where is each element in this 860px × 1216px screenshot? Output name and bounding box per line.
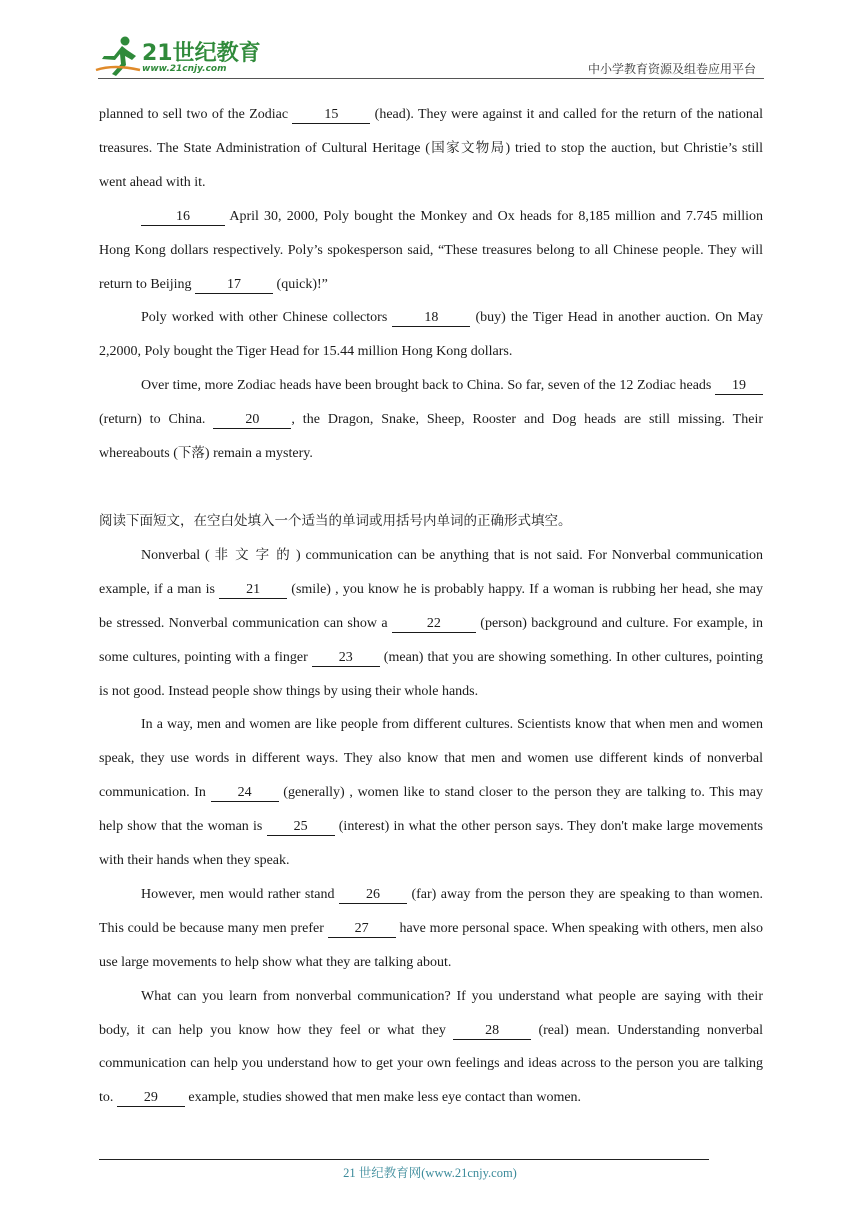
text: (mean) that you are showing something. In other cultures, pointing is not good. Instead people show things by using their whole hands. (99, 649, 763, 699)
header-divider (98, 78, 764, 79)
blank-26[interactable]: 26 (339, 887, 407, 904)
text: (return) to China. (99, 412, 214, 428)
text: ) remain a mystery. (204, 446, 313, 462)
paragraph (99, 878, 763, 980)
text: , the Dragon, Snake, Sheep, Rooster and Dog heads are still missing. Their whereabouts ( (99, 412, 763, 462)
text: (buy) the Tiger Head in another auction. On May 2,2000, Poly bought the Tiger Head for 15.44 million Hong Kong dollars. (99, 310, 764, 360)
text: (far) away from the person they are speaking to than women. This could be because many men prefer (99, 886, 763, 936)
text: ) tried to stop the auction, but Christie’s still went ahead with it. (99, 140, 764, 190)
blank-23[interactable]: 23 (312, 650, 380, 667)
paragraph (99, 200, 763, 302)
blank-18[interactable]: 18 (392, 310, 470, 327)
paragraph (99, 539, 763, 709)
paragraph (99, 98, 763, 200)
logo (94, 34, 264, 80)
paragraph (99, 980, 763, 1116)
runner-logo-icon (94, 34, 142, 78)
text: planned to sell two of the Zodiac (99, 107, 293, 122)
chinese-gloss: 非 文 字 的 (214, 546, 292, 563)
blank-28[interactable]: 28 (453, 1023, 531, 1040)
text: Over time, more Zodiac heads have been brought back to China. So far, seven of the 12 Zodiac heads (141, 378, 715, 394)
blank-29[interactable]: 29 (117, 1090, 185, 1107)
text: have more personal space. When speaking with others, men also use large movements to help show what they are talking about. (99, 920, 763, 970)
text: example, studies showed that men make less eye contact than women. (184, 1090, 582, 1106)
text: ) communication can be anything that is not said. For Nonverbal communication example, if a man is (99, 547, 763, 597)
chinese-gloss: 国家文物局 (429, 139, 506, 156)
text: Nonverbal ( (141, 547, 215, 563)
paragraph (99, 369, 763, 471)
blank-15[interactable]: 15 (292, 107, 370, 124)
blank-17[interactable]: 17 (195, 277, 273, 294)
blank-25[interactable]: 25 (267, 819, 335, 836)
text: (smile) , you know he is probably happy. If a woman is rubbing her head, she may be stressed. Nonverbal communication can show a (99, 581, 763, 631)
text: Poly worked with other Chinese collectors (141, 310, 393, 326)
platform-name: 中小学教育资源及组卷应用平台 (587, 62, 756, 76)
page-header (0, 0, 860, 80)
text: However, men would rather stand (141, 886, 339, 902)
text: (person) background and culture. For example, in some cultures, pointing with a finger (99, 615, 763, 665)
text: (real) mean. Understanding nonverbal communication can help you understand how to get your own feelings and ideas across to the person you are talking to. (99, 1022, 764, 1106)
footer-divider (99, 1159, 709, 1160)
paragraph (99, 301, 763, 369)
text: (quick)!” (273, 276, 328, 292)
text: (generally) , women like to stand closer to the person they are talking to. This may help show that the woman is (99, 785, 763, 835)
blank-20[interactable]: 20 (213, 412, 291, 429)
blank-22[interactable]: 22 (392, 616, 476, 633)
text: (head). They were against it and called for the return of the national treasures. The State Administration of Cultural Heritage ( (99, 107, 763, 156)
text: April 30, 2000, Poly bought the Monkey and Ox heads for 8,185 million and 7.745 million Hong Kong dollars respectively. Poly’s spokesperson said, “These treasures belong to all Chinese people. They will return to Beijing (99, 208, 763, 292)
blank-24[interactable]: 24 (211, 785, 279, 802)
chinese-gloss: 下落 (177, 445, 205, 462)
text: (interest) in what the other person says. They don't make large movements with their hands when they speak. (99, 819, 764, 869)
blank-27[interactable]: 27 (328, 921, 396, 938)
logo-text: 21世纪教育 (142, 41, 261, 66)
page-footer: 21 世纪教育网(www.21cnjy.com) (343, 1166, 517, 1180)
blank-16[interactable]: 16 (141, 209, 225, 226)
blank-21[interactable]: 21 (219, 582, 287, 599)
paragraph (99, 708, 763, 878)
document-body (99, 98, 763, 1115)
instruction: 阅读下面短文，在空白处填入一个适当的单词或用括号内单词的正确形式填空。 (99, 512, 572, 529)
blank-19[interactable]: 19 (715, 378, 763, 395)
text: What can you learn from nonverbal communication? If you understand what people are saying with their body, it can help you know how they feel or what they (99, 988, 763, 1038)
text: In a way, men and women are like people from different cultures. Scientists know that when men and women speak, they use words in different ways. They also know that men and women use different kinds of nonverbal communication. In (99, 717, 763, 801)
logo-url: www.21cnjy.com (142, 64, 227, 74)
